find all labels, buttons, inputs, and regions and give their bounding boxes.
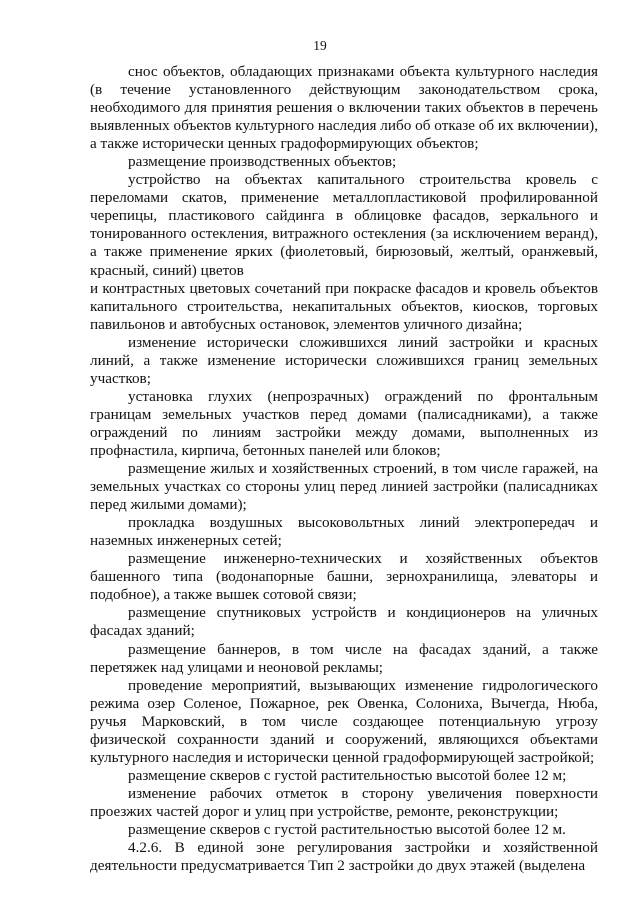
paragraph-12: проведение мероприятий, вызывающих изменение гидрологического режима озер Соленое, Пожарное, рек Овенка, Солониха, Вычегда, Нюба, ручья Марковский, в том числе создающее потенциальную угрозу физической сохранности зданий и сооружений, являющихся объектами культурного наследия и исторически ценной градоформирующей застройкой; [90,676,598,766]
paragraph-1: снос объектов, обладающих признаками объекта культурного наследия (в течение установленного действующим законодательством срока, необходимого для принятия решения о включении таких объектов в перечень выявленных объектов культурного наследия либо об отказе об их включении), а также исторически ценных градоформирующих объектов; [90,63,598,153]
document-body [90,63,598,875]
paragraph-10: размещение спутниковых устройств и кондиционеров на уличных фасадах зданий; [90,604,598,640]
paragraph-16: 4.2.6. В единой зоне регулирования застройки и хозяйственной деятельности предусматривается Тип 2 застройки до двух этажей (выделена [90,839,598,875]
paragraph-3: устройство на объектах капитального строительства кровель с переломами скатов, применение металлопластиковой профилированной черепицы, пластикового сайдинга в облицовке фасадов, зеркального и тонированного остекления, витражного остекления (за исключением веранд), а также применение ярких (фиолетовый, бирюзовый, желтый, оранжевый, красный, синий) цветов [90,171,598,279]
paragraph-9: размещение инженерно-технических и хозяйственных объектов башенного типа (водонапорные башни, зернохранилища, элеваторы и подобное), а также вышек сотовой связи; [90,550,598,604]
paragraph-7: размещение жилых и хозяйственных строений, в том числе гаражей, на земельных участках со стороны улиц перед линией застройки (палисадниках перед жилыми домами); [90,460,598,514]
paragraph-4: и контрастных цветовых сочетаний при покраске фасадов и кровель объектов капитального строительства, некапитальных объектов, киосков, торговых павильонов и автобусных остановок, элементов уличного дизайна; [90,279,598,333]
paragraph-6: установка глухих (непрозрачных) ограждений по фронтальным границам земельных участков перед домами (палисадниками), а также ограждений по линиям застройки между домами, выполненных из профнастила, кирпича, бетонных панелей или блоков; [90,387,598,459]
paragraph-14: изменение рабочих отметок в сторону увеличения поверхности проезжих частей дорог и улиц при устройстве, ремонте, реконструкции; [90,784,598,820]
paragraph-11: размещение баннеров, в том числе на фасадах зданий, а также перетяжек над улицами и неоновой рекламы; [90,640,598,676]
paragraph-8: прокладка воздушных высоковольтных линий электропередач и наземных инженерных сетей; [90,514,598,550]
page-number: 19 [313,38,327,53]
paragraph-15: размещение скверов с густой растительностью высотой более 12 м. [128,820,566,838]
paragraph-13: размещение скверов с густой растительностью высотой более 12 м; [128,766,567,784]
paragraph-5: изменение исторически сложившихся линий застройки и красных линий, а также изменение исторически сложившихся границ земельных участков; [90,333,598,387]
paragraph-2: размещение производственных объектов; [128,153,397,171]
